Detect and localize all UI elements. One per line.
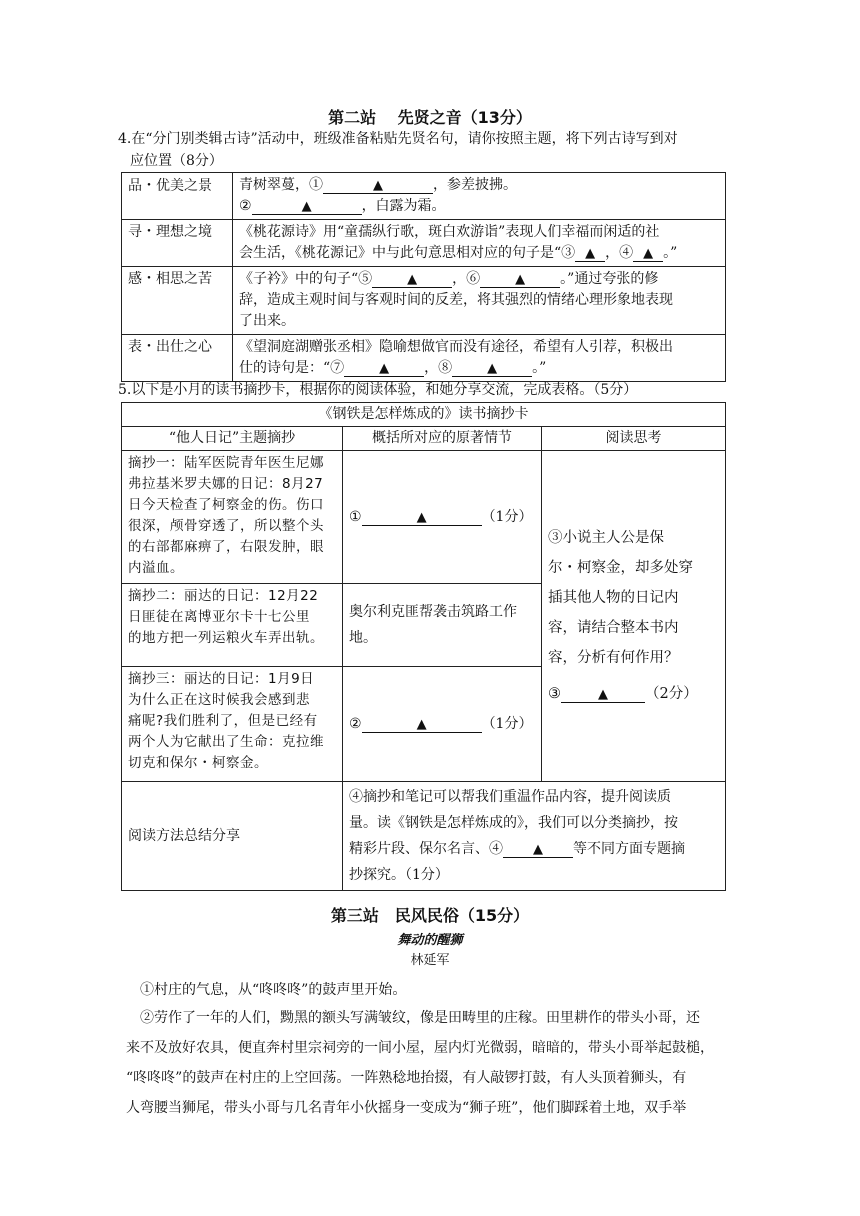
row-label: 寻・理想之境: [122, 220, 233, 267]
column-header: 阅读思考: [542, 427, 726, 451]
row-label: 品・优美之景: [122, 173, 233, 220]
table-row: [122, 451, 726, 584]
answer-blank-think[interactable]: ▲: [561, 686, 645, 703]
table-row: [122, 173, 726, 220]
excerpt-one: 摘抄一：陆军医院青年医生尼娜 弗拉基米罗夫娜的日记：8月27 日今天检查了柯察金的伤。伤口 很深，颅骨穿透了，所以整个头 的右部都麻痹了，右限发肿，眼 内溢血。: [122, 451, 343, 584]
section-two-title: 第二站 先贤之音（13分）: [328, 108, 532, 127]
card-title: 《钢铁是怎样炼成的》读书摘抄卡: [122, 403, 726, 427]
article-title: 舞动的醒狮: [397, 933, 463, 948]
answer-blank-plot-1[interactable]: ▲: [362, 509, 482, 526]
excerpt-two: 摘抄二：丽达的日记：12月22 日匪徒在离博亚尔卡十七公里 的地方把一列运粮火车弄出轨。: [122, 584, 343, 667]
poem-table: [121, 172, 726, 382]
row-content: 《子衿》中的句子“⑤ ▲ ，⑥ ▲ 。”通过夸张的修 辞，造成主观时间与客观时间的反差，将其强烈的情绪心理形象地表现 了出来。: [233, 267, 726, 335]
row-content: 《望洞庭湖赠张丞相》隐喻想做官而没有途径，希望有人引荐，积极出 仕的诗句是：“⑦ ▲ ，⑧ ▲ 。”: [233, 335, 726, 382]
plot-three: ② ▲ （1分）: [343, 667, 542, 782]
row-label: 表・出仕之心: [122, 335, 233, 382]
row-label: 感・相思之苦: [122, 267, 233, 335]
excerpt-three: 摘抄三：丽达的日记：1月9日 为什么正在这时候我会感到悲 痛呢?我们胜利了，但是已经有 两个人为它献出了生命：克拉维 切克和保尔・柯察金。: [122, 667, 343, 782]
answer-blank-4[interactable]: ▲: [633, 245, 663, 262]
column-header: “他人日记”主题摘抄: [122, 427, 343, 451]
reading-thought: ③小说主人公是保 尔・柯察金，却多处穿 插其他人物的日记内 容，请结合整本书内 容，分析有何作用？ ③ ▲ （2分）: [542, 451, 726, 782]
method-content: ④摘抄和笔记可以帮我们重温作品内容，提升阅读质 量。读《钢铁是怎样炼成的》，我们可以分类摘抄，按 精彩片段、保尔名言、④ ▲ 等不同方面专题摘 抄探究。（1分）: [343, 782, 726, 891]
answer-blank-1[interactable]: ▲: [323, 177, 433, 194]
question-5-intro: 5.以下是小月的读书摘抄卡，根据你的阅读体验，和她分享交流，完成表格。（5分）: [118, 382, 638, 398]
method-label: 阅读方法总结分享: [122, 782, 343, 891]
answer-blank-3[interactable]: ▲: [575, 245, 605, 262]
table-row: [122, 335, 726, 382]
plot-one: ① ▲ （1分）: [343, 451, 542, 584]
article-author: 林延军: [410, 953, 450, 968]
column-header: 概括所对应的原著情节: [343, 427, 542, 451]
answer-blank-8[interactable]: ▲: [452, 360, 532, 377]
table-row: [122, 782, 726, 891]
paragraph-1: ①村庄的气息，从“咚咚咚”的鼓声里开始。: [140, 982, 407, 998]
answer-blank-6[interactable]: ▲: [480, 271, 560, 288]
answer-blank-method[interactable]: ▲: [503, 841, 573, 858]
answer-blank-plot-2[interactable]: ▲: [362, 716, 482, 733]
question-4-line1: 4.在“分门别类辑古诗”活动中，班级准备粘贴先贤名句，请你按照主题，将下列古诗写到对: [118, 131, 678, 147]
plot-two: 奥尔利克匪帮袭击筑路工作 地。: [343, 584, 542, 667]
paragraph-2: ②劳作了一年的人们，黝黑的额头写满皱纹，像是田畴里的庄稼。田里耕作的带头小哥，还 来不及放好农具，便直奔村里宗祠旁的一间小屋，屋内灯光微弱，暗暗的，带头小哥举起鼓槌， “咚咚咚”的鼓声在村庄的上空回荡。一阵熟稔地抬掇，有人敲锣打鼓，有人头顶着狮头，有 人弯腰当狮尾，带头小哥与几名青年小伙摇身一变成为“狮子班”，他们脚踩着土地，双手举: [126, 1010, 714, 1116]
reading-card-table: [121, 402, 726, 891]
answer-blank-7[interactable]: ▲: [344, 360, 424, 377]
row-content: 《桃花源诗》用“童孺纵行歌，斑白欢游诣”表现人们幸福而闲适的社 会生活，《桃花源记》中与此句意思相对应的句子是“③ ▲ ，④ ▲ 。”: [233, 220, 726, 267]
table-row: [122, 220, 726, 267]
row-content: 青树翠蔓，① ▲ ，参差披拂。 ② ▲ ，白露为霜。: [233, 173, 726, 220]
table-row: [122, 403, 726, 427]
table-row: [122, 267, 726, 335]
table-header-row: [122, 427, 726, 451]
question-4-intro: [118, 128, 738, 172]
section-three-title: 第三站 民风民俗（15分）: [330, 906, 530, 925]
question-4-line2: 应位置（8分）: [130, 153, 223, 169]
answer-blank-5[interactable]: ▲: [372, 271, 452, 288]
answer-blank-2[interactable]: ▲: [252, 198, 362, 215]
